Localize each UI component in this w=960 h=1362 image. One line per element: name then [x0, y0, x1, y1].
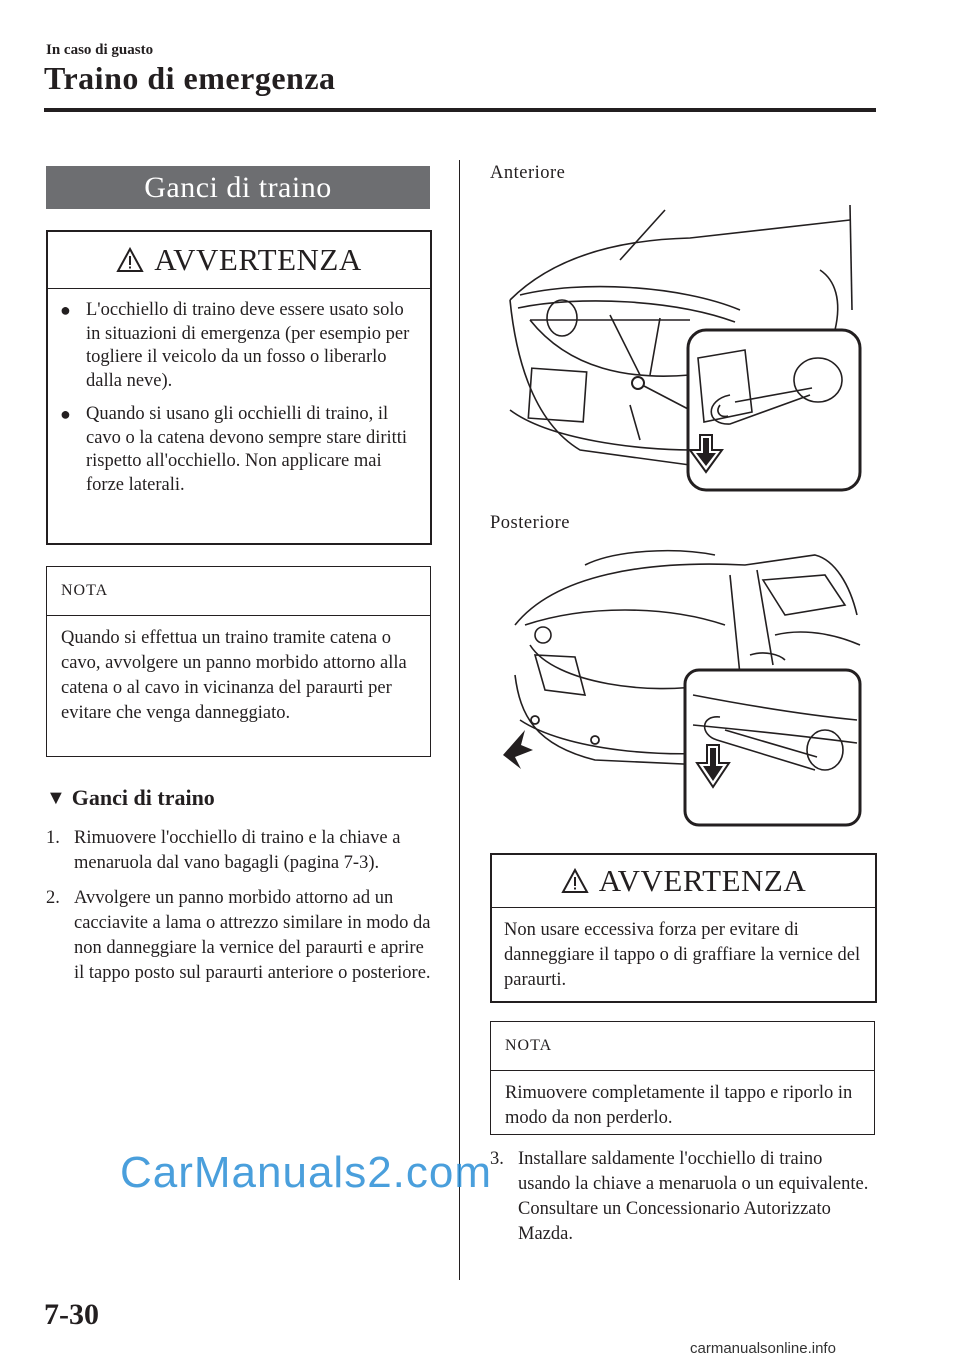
warning-bullet-text: L'occhiello di traino deve essere usato solo in situazioni di emergenza (per esempio per togliere il veicolo da un fosso o liberarlo dalla neve). — [86, 300, 410, 391]
front-towing-hook-illustration — [490, 200, 870, 500]
note-box — [490, 1021, 875, 1135]
subsection-title: Ganci di traino — [71, 785, 215, 810]
warning-triangle-icon — [561, 868, 589, 894]
rear-towing-hook-illustration — [495, 545, 870, 830]
note-box — [46, 566, 431, 757]
figure-label-rear: Posteriore — [490, 513, 571, 533]
footer-url: carmanualsonline.info — [690, 1340, 836, 1357]
step-item — [46, 886, 436, 986]
warning-header — [48, 232, 430, 288]
warning-box — [490, 853, 877, 1003]
step-text: Rimuovere l'occhiello di traino e la chiave a menaruola dal vano bagagli (pagina 7-3). — [74, 828, 401, 873]
step-text: Avvolgere un panno morbido attorno ad un cacciavite a lama o attrezzo similare in modo da non danneggiare la vernice del paraurti e aprire il tappo posto sul paraurti anteriore o posteriore. — [74, 888, 431, 983]
warning-box — [46, 230, 432, 545]
step-item — [490, 1147, 870, 1247]
page-title: Traino di emergenza — [44, 60, 336, 96]
step-number: 1. — [46, 828, 60, 848]
section-banner: Ganci di traino — [46, 166, 430, 209]
step-number: 3. — [490, 1149, 504, 1169]
subsection-heading — [46, 785, 215, 811]
warning-body — [48, 288, 430, 509]
section-label: In caso di guasto — [46, 42, 154, 58]
note-heading: NOTA — [61, 582, 109, 599]
note-text: Quando si effettua un traino tramite catena o cavo, avvolgere un panno morbido attorno alla catena o al cavo in vicinanza del paraurti per evitare che venga danneggiato. — [47, 615, 430, 738]
steps-list — [46, 826, 436, 986]
triangle-down-icon: ▼ — [46, 786, 66, 809]
warning-bullet-text: Quando si usano gli occhielli di traino, il cavo o la catena devono sempre stare diritti rispetto all'occhiello. Non applicare mai forze laterali. — [86, 404, 408, 495]
warning-heading: AVVERTENZA — [154, 242, 362, 277]
step-text-main: Installare saldamente l'occhiello di traino usando la chiave a menaruola o un equivalente. — [518, 1149, 869, 1194]
note-heading: NOTA — [505, 1037, 553, 1054]
warning-heading: AVVERTENZA — [598, 863, 807, 898]
title-rule — [44, 108, 876, 112]
step-text-extra: Consultare un Concessionario Autorizzato Mazda. — [518, 1199, 831, 1244]
note-text: Rimuovere completamente il tappo e riporlo in modo da non perderlo. — [491, 1070, 874, 1143]
bullet-icon: ● — [60, 404, 71, 424]
warning-header — [492, 855, 875, 907]
warning-text: Non usare eccessiva forza per evitare di danneggiare il tappo o di graffiare la vernice del paraurti. — [492, 907, 875, 1005]
column-divider — [459, 160, 460, 1280]
step-text — [518, 1147, 870, 1247]
figure-label-front: Anteriore — [490, 163, 566, 183]
warning-triangle-icon — [116, 247, 144, 273]
page-number: 7-30 — [44, 1298, 99, 1331]
warning-bullet — [60, 403, 416, 497]
step-number: 2. — [46, 888, 60, 908]
warning-bullet — [60, 299, 416, 393]
bullet-icon: ● — [60, 300, 71, 320]
watermark-logo: CarManuals2.com — [120, 1148, 493, 1197]
steps-list-continued — [490, 1147, 870, 1247]
step-item — [46, 826, 436, 876]
